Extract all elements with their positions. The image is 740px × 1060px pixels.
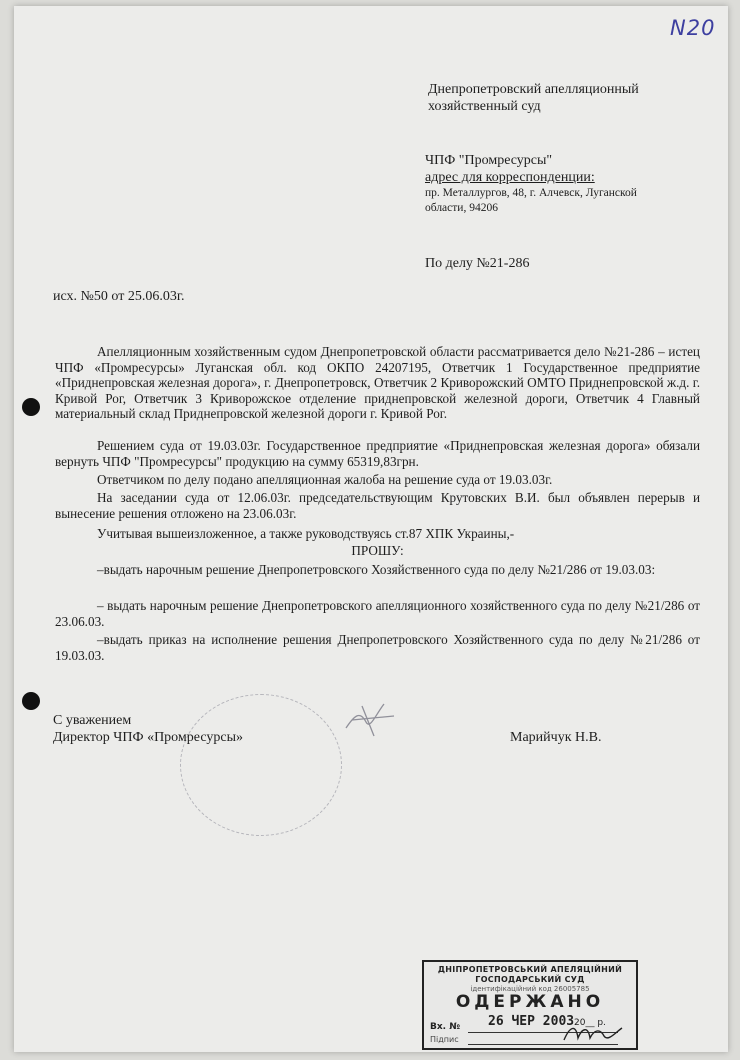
director-position: Директор ЧПФ «Промресурсы» [53,730,243,745]
stamp-year-suffix: 20__ р. [574,1018,606,1028]
handwritten-number: N20 [670,16,716,40]
paragraph-appeal: Ответчиком по делу подано апелляционная жалоба на решение суда от 19.03.03г. [97,472,553,487]
recipient-line2: хозяйственный суд [428,99,541,114]
signature-mark [340,696,400,740]
sender-block [425,152,637,216]
sender-address-line2: области, 94206 [425,202,498,214]
paragraph-hearing: На заседании суда от 12.06.03г. председательствующим Крутовских В.И. был объявлен перерыв и вынесение решения отложено на 23.06.03г. [55,490,700,521]
request-item-3: –выдать приказ на исполнение решения Днепропетровского Хозяйственного суда по делу №21/286 от 19.03.03. [55,632,700,663]
punch-hole-top [22,398,40,416]
stamp-sign-label: Підпис [430,1035,459,1044]
stamp-court-line1: ДНІПРОПЕТРОВСЬКИЙ АПЕЛЯЦІЙНИЙ [437,965,623,974]
sender-address-line1: пр. Металлургов, 48, г. Алчевск, Луганской [425,187,637,199]
stamp-handwritten-signature [560,1020,626,1046]
case-reference: По делу №21-286 [425,256,530,271]
stamp-incoming-label: Вх. № [430,1022,461,1032]
request-item-1: –выдать нарочным решение Днепропетровского Хозяйственного суда по делу №21/286 от 19.03.03: [97,562,656,577]
paragraph-considering: Учитывая вышеизложенное, а также руководствуясь ст.87 ХПК Украины,- [97,526,515,541]
paragraph-case-description: Апелляционным хозяйственным судом Днепропетровской области рассматривается дело №21-286 – истец ЧПФ «Промресурсы» Луганская обл. код ОКПО 24207195, Ответчик 1 Государственное предприятие «Приднепровская железная дорога», г. Днепропетровск, Ответчик 2 Криворожский ОМТО Приднепровской ж.д. г. Кривой Рог, Ответчик 3 Криворожское отделение приднепровской железной дороги, Ответчик 4 Главный материальный склад Приднепровской железной дороги г. Кривой Рог. [55,344,700,421]
received-stamp [422,960,638,1050]
stamp-court-line2: ГОСПОДАРСЬКИЙ СУД [475,975,585,984]
stamp-code: ідентифікаційний код 26005785 [470,985,590,993]
outgoing-number: исх. №50 от 25.06.03г. [53,289,185,304]
signature-block [53,712,243,746]
request-title: ПРОШУ: [351,543,404,558]
recipient-block [428,81,639,115]
paragraph-court-decision: Решением суда от 19.03.03г. Государственное предприятие «Приднепровская железная дорога» обязали вернуть ЧПФ "Промресурсы" продукцию на сумму 65319,83грн. [55,438,700,469]
stamp-received-label: ОДЕРЖАНО [455,992,605,1012]
recipient-line1: Днепропетровский апелляционный [428,82,639,97]
sender-address-label: адрес для корреспонденции: [425,170,595,185]
stamp-date: 26 ЧЕР 2003 [488,1014,575,1029]
sender-name: ЧПФ "Промресурсы" [425,153,553,168]
request-item-2: – выдать нарочным решение Днепропетровского апелляционного хозяйственного суда по делу №21/286 от 23.06.03. [55,598,700,629]
punch-hole-bottom [22,692,40,710]
director-name: Марийчук Н.В. [510,730,602,745]
regards-text: С уважением [53,713,132,728]
